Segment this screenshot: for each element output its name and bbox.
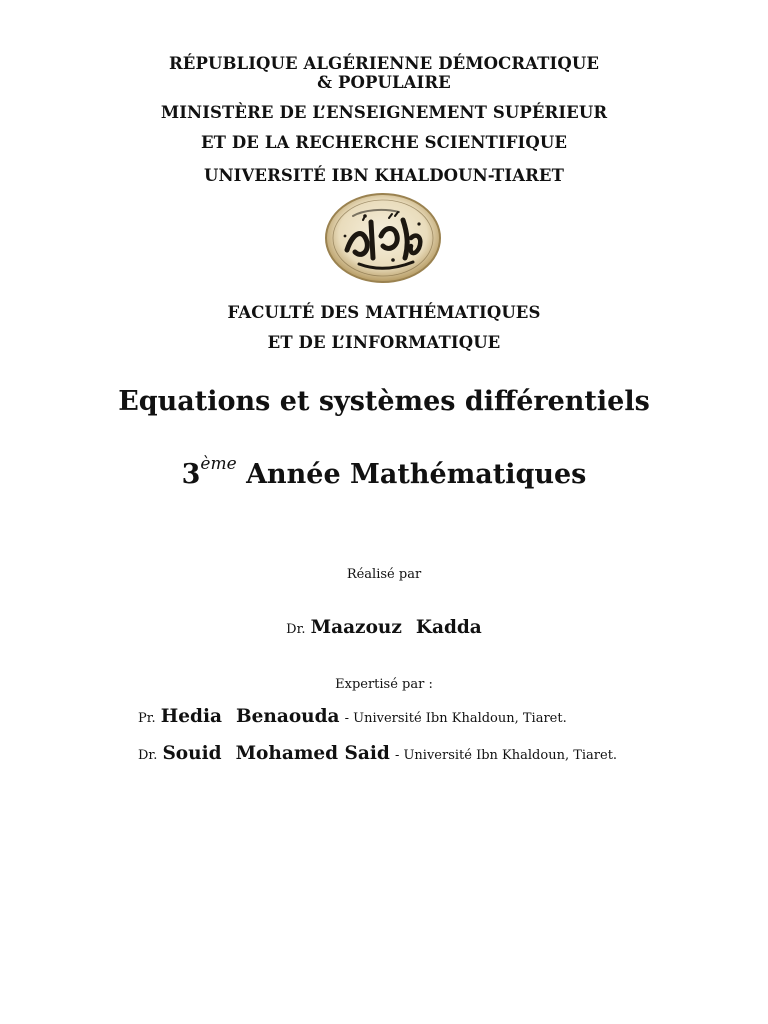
faculty-line-1: FACULTÉ DES MATHÉMATIQUES <box>227 303 541 322</box>
republic-line-2: & POPULAIRE <box>317 73 451 92</box>
reviewer-first-name: Souid <box>162 743 222 764</box>
author-line <box>0 617 768 638</box>
reviewer-prefix: Pr. <box>138 711 156 726</box>
university-calligraphy-seal-icon <box>323 192 443 284</box>
reviewer-affiliation: - Université Ibn Khaldoun, Tiaret. <box>394 748 618 763</box>
author-prefix: Dr. <box>286 622 306 637</box>
faculty-line-2: ET DE L’INFORMATIQUE <box>267 333 501 352</box>
reviewers-intro: Expertisé par : <box>335 677 433 692</box>
university-name: UNIVERSITÉ IBN KHALDOUN-TIARET <box>204 166 564 185</box>
course-title: Equations et systèmes différentiels <box>118 386 650 417</box>
author-first-name: Maazouz <box>310 617 402 638</box>
reviewer-last-name: Benaouda <box>235 706 340 727</box>
author-last-name: Kadda <box>415 617 482 638</box>
reviewer-line <box>138 743 617 764</box>
year-superscript: ème <box>200 454 237 474</box>
course-year <box>0 454 768 490</box>
year-number: 3 <box>181 459 201 490</box>
reviewer-affiliation: - Université Ibn Khaldoun, Tiaret. <box>344 711 567 726</box>
year-text: Année Mathématiques <box>246 459 587 490</box>
reviewer-first-name: Hedia <box>160 706 222 727</box>
reviewer-line <box>138 706 567 727</box>
ministry-line-2: ET DE LA RECHERCHE SCIENTIFIQUE <box>200 133 567 152</box>
ministry-line-1: MINISTÈRE DE L’ENSEIGNEMENT SUPÉRIEUR <box>160 103 608 122</box>
author-intro: Réalisé par <box>346 567 422 582</box>
reviewer-last-name: Mohamed Said <box>235 743 390 764</box>
republic-line-1: RÉPUBLIQUE ALGÉRIENNE DÉMOCRATIQUE <box>169 54 599 73</box>
reviewer-prefix: Dr. <box>138 748 158 763</box>
